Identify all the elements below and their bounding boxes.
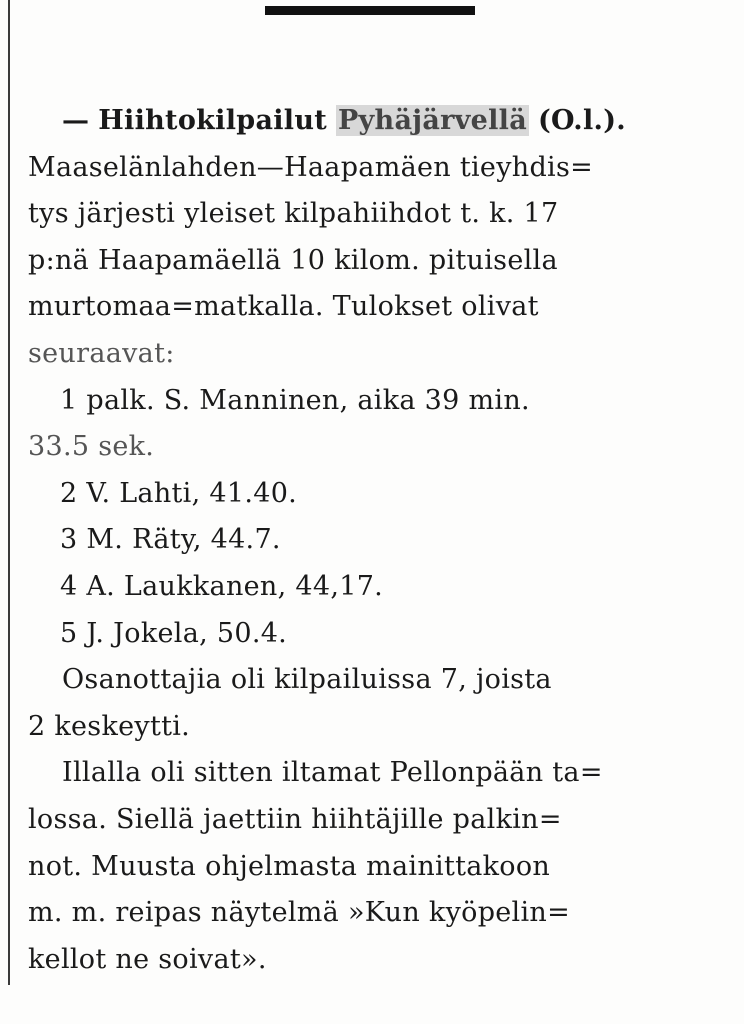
evening-line: not. Muusta ohjelmasta mainittakoon bbox=[28, 850, 551, 882]
result-line: 4 A. Laukkanen, 44,17. bbox=[60, 570, 384, 602]
intro-line: Maaselänlahden—Haapamäen tieyhdis= bbox=[28, 151, 594, 183]
intro-line: tys järjesti yleiset kilpahiihdot t. k. 17 bbox=[28, 198, 559, 230]
participants-line: Osanottajia oli kilpailuissa 7, joista bbox=[62, 664, 552, 696]
column-rule bbox=[8, 0, 10, 985]
headline-dash: — bbox=[62, 105, 90, 136]
article-body bbox=[28, 98, 690, 983]
separator-bar bbox=[265, 6, 475, 15]
intro-line: seuraavat: bbox=[28, 337, 175, 369]
result-first-cont: 33.5 sek. bbox=[28, 431, 155, 463]
headline-title: Hiihtokilpailut bbox=[98, 105, 328, 136]
intro-line: murtomaa=matkalla. Tulokset olivat bbox=[28, 291, 539, 323]
evening-line: m. m. reipas näytelmä »Kun kyöpelin= bbox=[28, 897, 571, 929]
headline-place: Pyhäjärvellä bbox=[337, 105, 528, 136]
result-line: 5 J. Jokela, 50.4. bbox=[60, 617, 288, 649]
evening-line: kellot ne soivat». bbox=[28, 943, 267, 975]
article-headline bbox=[28, 98, 690, 145]
result-first: 1 palk. S. Manninen, aika 39 min. bbox=[60, 384, 530, 416]
evening-line: Illalla oli sitten iltamat Pellonpään ta= bbox=[62, 757, 603, 789]
participants-line: 2 keskeytti. bbox=[28, 710, 191, 742]
result-line: 3 M. Räty, 44.7. bbox=[60, 524, 281, 556]
evening-line: lossa. Siellä jaettiin hiihtäjille palkin= bbox=[28, 803, 562, 835]
result-line: 2 V. Lahti, 41.40. bbox=[60, 477, 298, 509]
intro-line: p:nä Haapamäellä 10 kilom. pituisella bbox=[28, 244, 558, 276]
headline-source: (O.l.). bbox=[537, 105, 626, 136]
